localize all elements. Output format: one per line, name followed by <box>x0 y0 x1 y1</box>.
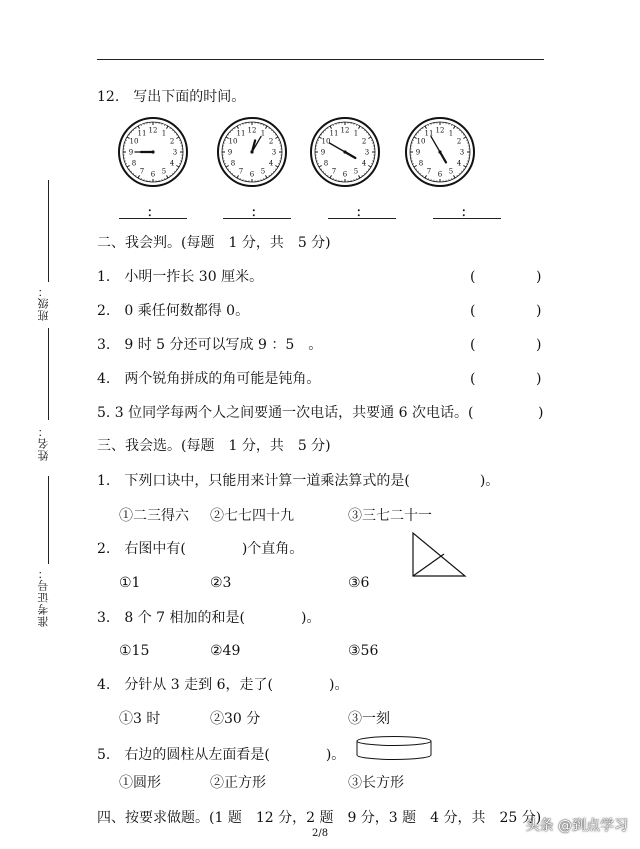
q12-title: 12. 写出下面的时间。 <box>97 89 246 105</box>
clock-tick <box>135 128 136 129</box>
clock-tick <box>463 134 464 135</box>
clock-tick <box>133 173 134 174</box>
clock-tick <box>133 130 134 131</box>
clock-number: 7 <box>331 167 337 176</box>
clock-tick <box>330 175 332 178</box>
choice-q1-opt1[interactable]: ①二三得六 <box>119 508 189 524</box>
judge-paren-close-5: ) <box>538 405 544 421</box>
clock-number: 6 <box>150 170 156 179</box>
clock-number: 8 <box>418 159 424 168</box>
judge-paren-open-4: ( <box>470 371 476 387</box>
choice-q2-opt2[interactable]: ②3 <box>210 575 232 591</box>
judge-item-1: 1. 小明一拃长 30 厘米。 <box>97 269 264 285</box>
clock-tick <box>176 166 179 168</box>
judge-paren-close-2: ) <box>536 303 542 319</box>
clock-tick <box>226 166 229 168</box>
choice-q3-opt3[interactable]: ③56 <box>348 643 379 659</box>
clock-tick <box>174 132 175 133</box>
choice-q1-stem: 1. 下列口诀中，只能用来计算一道乘法算式的是( )。 <box>97 473 500 489</box>
clock-number: 5 <box>448 167 454 176</box>
judge-paren-close-1: ) <box>536 269 542 285</box>
exam-no-line <box>48 476 49 564</box>
clock-number: 11 <box>329 129 339 138</box>
choice-q4-opt2[interactable]: ②30 分 <box>210 711 261 727</box>
clock-tick <box>325 130 326 131</box>
clock-number: 9 <box>320 148 326 157</box>
choice-q4-opt1[interactable]: ①3 时 <box>119 711 161 727</box>
judge-item-5: 5. 3 位同学每两个人之间要通一次电话，共要通 6 次电话。( <box>97 405 474 421</box>
exam-no-label: 准考证号： <box>37 567 50 627</box>
name-label: 姓名： <box>37 425 50 461</box>
clock-tick <box>368 137 371 139</box>
clock-number: 2 <box>169 137 175 146</box>
clock-tick <box>266 126 268 129</box>
right-angle-triangle-figure <box>410 530 470 580</box>
clock-tick <box>463 137 466 139</box>
clock-tick <box>359 126 361 129</box>
clock-tick <box>230 132 231 133</box>
clock-tick <box>325 173 326 174</box>
clock-tick <box>275 166 278 168</box>
clock-number: 4 <box>361 159 367 168</box>
judge-paren-open-1: ( <box>470 269 476 285</box>
clock-tick <box>237 175 239 178</box>
clock-tick <box>463 166 466 168</box>
clock-tick <box>172 173 173 174</box>
judge-item-2: 2. 0 乘任何数都得 0。 <box>97 303 250 319</box>
clock-number: 3 <box>459 148 465 157</box>
clock-tick <box>172 130 173 131</box>
clock-center <box>438 150 441 153</box>
choice-q3-opt2[interactable]: ②49 <box>210 643 241 659</box>
page-number: 2/8 <box>312 828 329 839</box>
clock-tick <box>366 171 367 172</box>
clock-number: 9 <box>128 148 134 157</box>
clock-number: 2 <box>361 137 367 146</box>
judge-item-4: 4. 两个锐角拼成的角可能是钝角。 <box>97 371 321 387</box>
minute-hand <box>431 136 440 152</box>
choice-q5-opt2[interactable]: ②正方形 <box>210 775 266 791</box>
clock-tick <box>362 175 363 176</box>
clock-tick <box>420 130 421 131</box>
clock-tick <box>234 175 235 176</box>
clock-tick <box>359 175 361 178</box>
time-colon-1: ： <box>147 205 160 219</box>
clock-tick <box>131 132 132 133</box>
clock-tick <box>459 130 460 131</box>
choice-q3-opt1[interactable]: ①15 <box>119 643 150 659</box>
time-colon-2: ： <box>251 205 264 219</box>
clock-number: 1 <box>260 129 266 138</box>
clock-tick <box>269 128 270 129</box>
clock-tick <box>425 126 427 129</box>
clock-number: 8 <box>323 159 329 168</box>
clock-tick <box>138 175 140 178</box>
clock-center <box>151 150 154 153</box>
clock-tick <box>275 169 276 170</box>
clock-tick <box>131 171 132 172</box>
clock-number: 6 <box>249 170 255 179</box>
minute-hand <box>329 143 345 152</box>
clock-tick <box>266 175 268 178</box>
choice-q1-opt3[interactable]: ③三七二十一 <box>348 508 432 524</box>
clock-center <box>250 150 253 153</box>
clock-tick <box>138 126 140 129</box>
clock-number: 8 <box>230 159 236 168</box>
choice-q2-stem: 2. 右图中有( )个直角。 <box>97 541 304 557</box>
clock-number: 1 <box>448 129 454 138</box>
judge-paren-close-4: ) <box>536 371 542 387</box>
clock-2 <box>216 116 288 188</box>
section3-title: 三、我会选。(每题 1 分，共 5 分) <box>97 438 331 454</box>
choice-q5-opt3[interactable]: ③长方形 <box>348 775 404 791</box>
clock-tick <box>368 169 369 170</box>
clock-tick <box>425 175 427 178</box>
clock-tick <box>232 130 233 131</box>
clock-tick <box>319 166 322 168</box>
clock-number: 11 <box>424 129 434 138</box>
clock-tick <box>364 130 365 131</box>
clock-tick <box>323 132 324 133</box>
clock-tick <box>368 166 371 168</box>
clock-number: 3 <box>364 148 370 157</box>
watermark: 头条 @到点学习 <box>525 818 628 834</box>
clock-number: 12 <box>247 126 257 135</box>
clock-tick <box>275 134 276 135</box>
clock-number: 5 <box>161 167 167 176</box>
class-line <box>48 180 49 282</box>
clock-number: 12 <box>340 126 350 135</box>
clock-4 <box>404 116 476 188</box>
clock-tick <box>457 175 458 176</box>
clock-tick <box>232 173 233 174</box>
clock-number: 7 <box>426 167 432 176</box>
clock-tick <box>174 171 175 172</box>
clock-tick <box>327 175 328 176</box>
clock-tick <box>127 166 130 168</box>
clock-tick <box>230 171 231 172</box>
clock-number: 6 <box>342 170 348 179</box>
clock-number: 5 <box>353 167 359 176</box>
clock-number: 10 <box>321 137 331 146</box>
section2-title: 二、我会判。(每题 1 分，共 5 分) <box>97 235 331 251</box>
clock-tick <box>454 175 456 178</box>
judge-paren-open-3: ( <box>470 337 476 353</box>
clock-number: 9 <box>415 148 421 157</box>
clock-number: 2 <box>268 137 274 146</box>
clock-tick <box>273 171 274 172</box>
clock-number: 11 <box>236 129 246 138</box>
clock-number: 5 <box>260 167 266 176</box>
clock-tick <box>461 171 462 172</box>
hour-hand <box>345 152 355 158</box>
clock-tick <box>176 137 179 139</box>
clock-number: 12 <box>148 126 158 135</box>
clock-center <box>343 150 346 153</box>
clock-tick <box>416 134 417 135</box>
clock-tick <box>422 128 423 129</box>
choice-q5-opt1[interactable]: ①圆形 <box>119 775 161 791</box>
clock-tick <box>176 169 177 170</box>
clock-number: 1 <box>161 129 167 138</box>
name-line <box>48 328 49 420</box>
clock-tick <box>414 166 417 168</box>
clock-tick <box>167 175 169 178</box>
clock-number: 7 <box>238 167 244 176</box>
clock-number: 4 <box>268 159 274 168</box>
clock-tick <box>457 128 458 129</box>
clock-tick <box>129 134 130 135</box>
clock-number: 9 <box>227 148 233 157</box>
clock-tick <box>323 171 324 172</box>
clock-tick <box>321 134 322 135</box>
clock-tick <box>420 173 421 174</box>
clock-tick <box>237 126 239 129</box>
clock-number: 3 <box>271 148 277 157</box>
choice-q2-opt1[interactable]: ①1 <box>119 575 141 591</box>
clock-tick <box>418 171 419 172</box>
choice-q1-opt2[interactable]: ②七七四十九 <box>210 508 294 524</box>
clock-number: 10 <box>228 137 238 146</box>
clock-number: 6 <box>437 170 443 179</box>
clock-tick <box>321 169 322 170</box>
clock-tick <box>416 169 417 170</box>
clock-tick <box>271 130 272 131</box>
time-colon-3: ： <box>356 205 369 219</box>
clock-tick <box>228 169 229 170</box>
clock-1 <box>117 116 189 188</box>
clock-number: 4 <box>456 159 462 168</box>
clock-tick <box>368 134 369 135</box>
clock-tick <box>330 126 332 129</box>
cylinder-figure <box>354 734 434 764</box>
clock-tick <box>366 132 367 133</box>
clock-tick <box>327 128 328 129</box>
clock-number: 7 <box>139 167 145 176</box>
choice-q5-stem: 5. 右边的圆柱从左面看是( )。 <box>97 747 346 763</box>
clock-number: 10 <box>416 137 426 146</box>
header-rule <box>97 59 544 60</box>
judge-paren-open-2: ( <box>470 303 476 319</box>
choice-q4-stem: 4. 分针从 3 走到 6，走了( )。 <box>97 677 349 693</box>
time-colon-4: ： <box>461 205 474 219</box>
clock-number: 4 <box>169 159 175 168</box>
clock-number: 12 <box>435 126 445 135</box>
clock-number: 11 <box>137 129 147 138</box>
clock-number: 8 <box>131 159 137 168</box>
class-label: 班级： <box>37 285 50 321</box>
hour-hand <box>440 152 446 162</box>
clock-tick <box>454 126 456 129</box>
clock-tick <box>273 132 274 133</box>
clock-tick <box>170 128 171 129</box>
choice-q2-opt3[interactable]: ③6 <box>348 575 370 591</box>
clock-tick <box>422 175 423 176</box>
clock-tick <box>129 169 130 170</box>
judge-item-3: 3. 9 时 5 分还可以写成 9 ：5 。 <box>97 337 323 353</box>
section4-title: 四、按要求做题。(1 题 12 分，2 题 9 分，3 题 4 分，共 25 分) <box>97 810 542 826</box>
choice-q4-opt3[interactable]: ③一刻 <box>348 711 390 727</box>
clock-number: 3 <box>172 148 178 157</box>
clock-tick <box>271 173 272 174</box>
clock-number: 10 <box>129 137 139 146</box>
clock-tick <box>364 173 365 174</box>
clock-tick <box>167 126 169 129</box>
clock-tick <box>362 128 363 129</box>
clock-number: 2 <box>456 137 462 146</box>
clock-3 <box>309 116 381 188</box>
choice-q3-stem: 3. 8 个 7 相加的和是( )。 <box>97 610 321 626</box>
clock-tick <box>461 132 462 133</box>
clock-tick <box>170 175 171 176</box>
clock-tick <box>463 169 464 170</box>
clock-tick <box>234 128 235 129</box>
judge-paren-close-3: ) <box>536 337 542 353</box>
clock-tick <box>135 175 136 176</box>
clock-tick <box>269 175 270 176</box>
clock-tick <box>459 173 460 174</box>
clock-tick <box>228 134 229 135</box>
clock-number: 1 <box>353 129 359 138</box>
clock-tick <box>275 137 278 139</box>
clock-tick <box>418 132 419 133</box>
clock-tick <box>176 134 177 135</box>
